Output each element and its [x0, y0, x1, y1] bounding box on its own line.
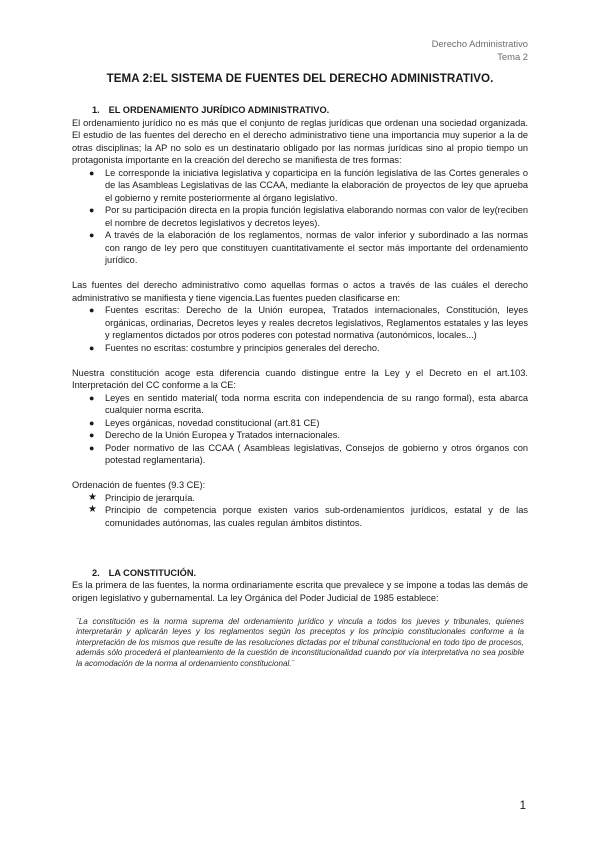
bullet-icon: ●: [89, 392, 95, 403]
section-1-title: EL ORDENAMIENTO JURÍDICO ADMINISTRATIVO.: [108, 105, 330, 115]
list-item: ● A través de la elaboración de los reglamentos, normas de valor inferior y subordinado a las normas con rango de ley pero que constituyen cuantitativamente el sector más importante del ordenamiento jurídico.: [89, 230, 528, 265]
document-title: TEMA 2:EL SISTEMA DE FUENTES DEL DERECHO ADMINISTRATIVO.: [106, 72, 494, 85]
list-item: ★ Principio de jerarquía.: [88, 491, 195, 503]
bullet-icon: ●: [89, 342, 95, 353]
document-body: [72, 104, 528, 669]
list-item: ● Leyes en sentido material( toda norma escrita con independencia de su rango formal), esta abarca cualquier norma escrita.: [89, 392, 528, 415]
bullet-icon: ●: [89, 442, 95, 453]
bullet-icon: ●: [89, 205, 95, 215]
bullet-icon: ●: [89, 417, 95, 428]
section-1-intro: El ordenamiento jurídico no es más que el conjunto de reglas jurídicas que ordenan una sociedad organizada. El estudio de las fuentes del derecho en el derecho administrativo tiene una importancia muy superior a la de otras disciplinas; la AP no solo es un destinatario obligado por las normas jurídicas sino al propio tiempo un protagonista importante en la creación del derecho se manifiesta de tres formas:: [72, 117, 528, 165]
header-course: Derecho Administrativo: [431, 38, 528, 49]
section-2-number: 2.: [92, 567, 100, 578]
list-item: ● Por su participación directa en la propia función legislativa elaborando normas con valor de ley(reciben el nombre de decretos legislativos y decretos leyes).: [89, 205, 528, 228]
bullet-icon: ●: [89, 430, 95, 440]
section-2-title: LA CONSTITUCIÓN.: [108, 567, 197, 578]
section-2-heading: [92, 567, 528, 580]
fuentes-intro: Las fuentes del derecho administrativo como aquellas formas o actos a través de las cuáles el derecho administrativo se manifiesta y tiene vigencia.Las fuentes pueden clasificarse en:: [72, 280, 528, 303]
bullet-icon: ●: [89, 230, 95, 240]
star-icon: ★: [88, 491, 97, 503]
list-item: ● Fuentes no escritas: costumbre y principios generales del derecho.: [89, 342, 380, 353]
section-1-heading: [92, 104, 528, 117]
constitucion-intro: Nuestra constitución acoge esta diferencia cuando distingue entre la Ley y el Decreto en el art.103. Interpretación del CC conforme a la CE:: [72, 367, 528, 390]
bullet-icon: ●: [89, 167, 95, 178]
page-header: [432, 37, 528, 63]
list-item: ● Derecho de la Unión Europea y Tratados internacionales.: [89, 430, 340, 440]
list-item: ● Poder normativo de las CCAA ( Asambleas legislativas, Consejos de gobierno y otros órganos con potestad reglamentaria).: [89, 442, 528, 465]
section-2-intro: Es la primera de las fuentes, la norma ordinariamente escrita que prevalece y se impone a todas las demás de origen legislativo y gubernamental. La ley Orgánica del Poder Judicial de 1985 establece:: [72, 580, 528, 603]
star-icon: ★: [88, 504, 97, 515]
page-number: 1: [519, 800, 526, 812]
header-topic: Tema 2: [497, 51, 528, 62]
bullet-icon: ●: [89, 305, 95, 315]
constitucion-list: [72, 392, 528, 467]
list-item: ● Fuentes escritas: Derecho de la Unión europea, Tratados internacionales, Constitución, leyes orgánicas, ordinarias, Decretos leyes y reales decretos legislativos, Reglamentos estatales y las leyes y reglamentos dictados por otros poderes con potestad normativa (autonómicos, locales...): [89, 305, 528, 340]
section-1-number: 1.: [92, 105, 100, 115]
ordenacion-list: [72, 492, 528, 530]
fuentes-list: [72, 304, 528, 354]
list-item: ★ Principio de competencia porque existen varios sub-ordenamientos jurídicos, estatal y de las comunidades autónomas, las cuales regulan ámbitos distintos.: [88, 504, 528, 528]
list-item: ● Leyes orgánicas, novedad constitucional (art.81 CE): [89, 417, 320, 428]
forms-list: [72, 167, 528, 267]
ordenacion-intro: Ordenación de fuentes (9.3 CE):: [72, 480, 206, 490]
lopj-quote: ¨La constitución es la norma suprema del ordenamiento jurídico y vincula a todos los jueves y tribunales, quienes interpretarán y aplicarán leyes y los reglamentos según los preceptos y los principio constitucionales conforme a la interpretación de los mismos que resulte de las resoluciones dictadas por el tribunal constitucional en todo tipo de procesos, además sólo procederá el planteamiento de la cuestión de inconstitucionalidad cuando por vía interpretativa no sea posible la acomodación de la norma al ordenamiento constitucional.¨: [76, 616, 524, 668]
list-item: ● Le corresponde la iniciativa legislativa y coparticipa en la función legislativa de las Cortes generales o de las Asambleas Legislativas de las CCAA, mediante la elaboración de proyectos de ley que aprueba el gobierno y remite posteriormente al órgano legislativo.: [89, 167, 528, 203]
